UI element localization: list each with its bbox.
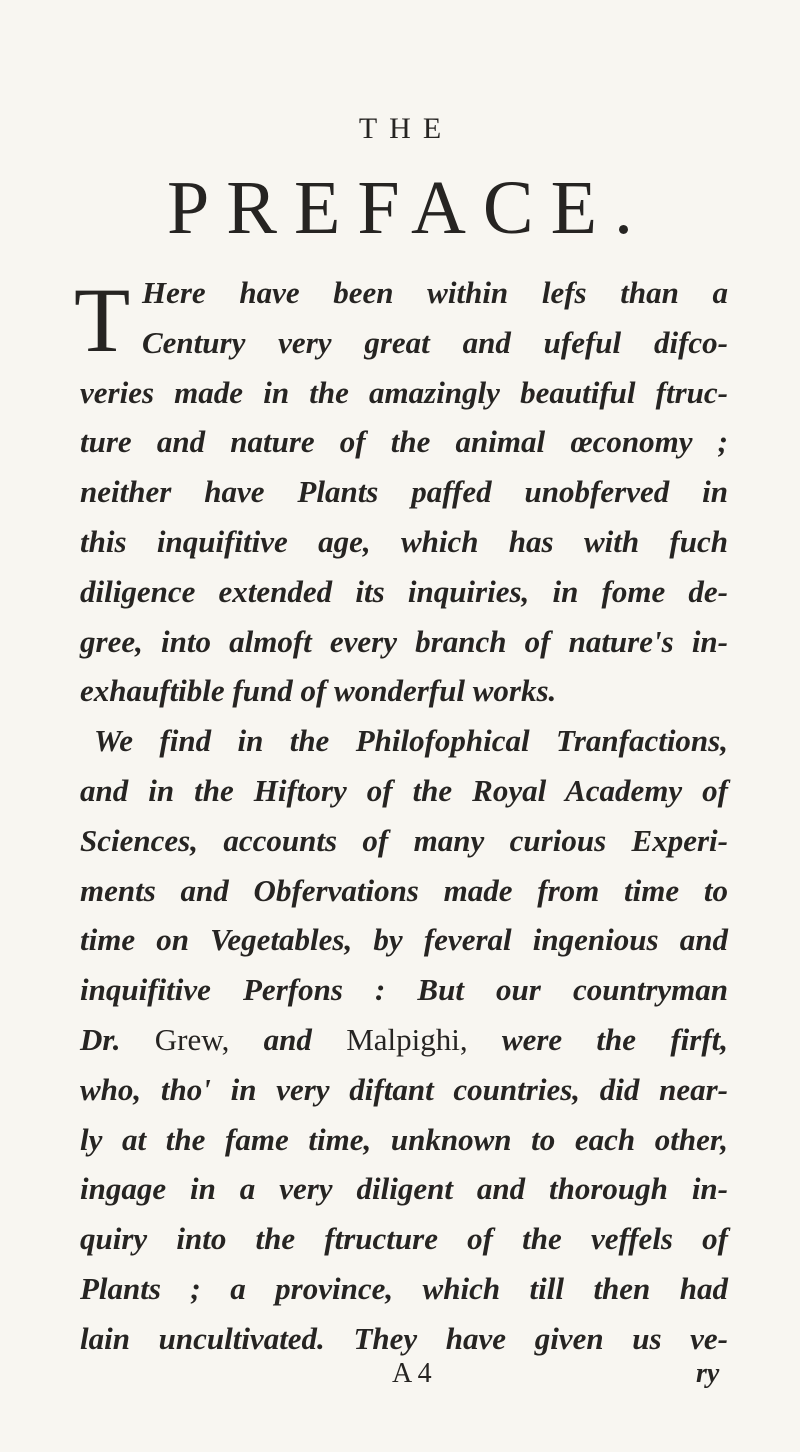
text-rest: were the firft, xyxy=(501,1021,729,1057)
text-dr: Dr. xyxy=(80,1021,121,1057)
text-line: veries made in the amazingly beautiful ftruc- xyxy=(80,374,728,410)
text-line: ingage in a very diligent and thorough in- xyxy=(80,1171,728,1207)
text-line: ly at the fame time, unknown to each other, xyxy=(80,1121,728,1157)
drop-cap: T xyxy=(74,269,131,371)
text-line: We find in the Philofophical Tranfactions, xyxy=(94,723,728,759)
text-line: and in the Hiftory of the Royal Academy of xyxy=(80,772,728,808)
text-line: ments and Obfervations made from time to xyxy=(80,872,728,908)
text-line: diligence extended its inquiries, in fome de- xyxy=(80,573,728,609)
text-line: quiry into the ftructure of the veffels of xyxy=(80,1221,728,1257)
text-line: ture and nature of the animal œconomy ; xyxy=(80,424,728,460)
catchword: ry xyxy=(696,1358,720,1389)
text-line: who, tho' in very diftant countries, did near- xyxy=(80,1071,728,1107)
text-line: Sciences, accounts of many curious Experi- xyxy=(80,822,728,858)
text-line: neither have Plants paffed unobferved in xyxy=(80,474,728,510)
text-line: gree, into almoft every branch of nature's in- xyxy=(80,623,728,659)
text-line: Here have been within lefs than a xyxy=(142,275,728,310)
text-line: Plants ; a province, which till then had xyxy=(80,1270,728,1306)
text-line: lain uncultivated. They have given us ve- xyxy=(80,1320,728,1356)
signature-mark: A 4 xyxy=(392,1358,432,1389)
text-and: and xyxy=(263,1021,312,1057)
text-line: Century very great and ufeful difco- xyxy=(142,324,728,360)
name-grew: Grew, xyxy=(154,1021,230,1057)
page-title: PREFACE. xyxy=(166,166,650,250)
text-line xyxy=(80,1015,728,1065)
preface-text xyxy=(74,268,729,1364)
heading-the: THE xyxy=(358,112,454,145)
text-line: this inquifitive age, which has with fuch xyxy=(80,523,728,559)
name-malpighi: Malpighi, xyxy=(346,1021,468,1057)
text-line: inquifitive Perfons : But our countryman xyxy=(80,972,728,1008)
text-line: time on Vegetables, by feveral ingenious and xyxy=(80,922,728,958)
text-line: exhauftible fund of wonderful works. xyxy=(80,673,557,709)
